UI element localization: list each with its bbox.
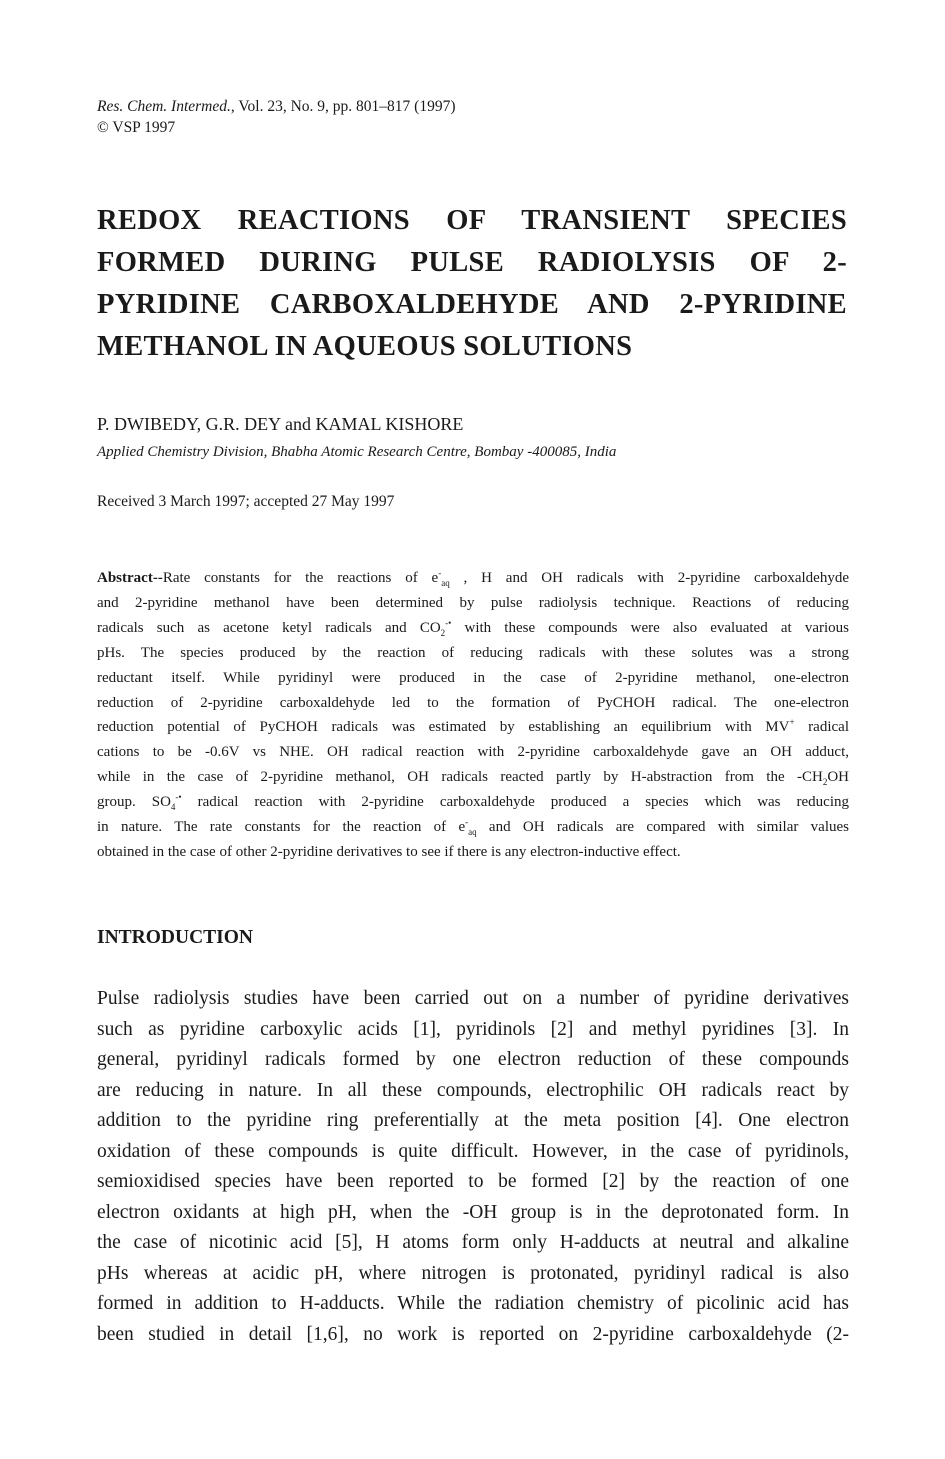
copyright-line: © VSP 1997 <box>97 119 176 136</box>
journal-volume-details: Vol. 23, No. 9, pp. 801–817 (1997) <box>234 98 456 115</box>
journal-name: Res. Chem. Intermed., <box>97 98 235 115</box>
title-line: FORMED DURING PULSE RADIOLYSIS OF 2- <box>97 247 847 278</box>
body-line: such as pyridine carboxylic acids [1], pyridinols [2] and methyl pyridines [3]. In <box>97 1018 849 1040</box>
body-line: Pulse radiolysis studies have been carried out on a number of pyridine derivatives <box>97 988 849 1009</box>
body-line: pHs whereas at acidic pH, where nitrogen is protonated, pyridinyl radical is also <box>97 1262 849 1284</box>
abstract <box>97 566 849 865</box>
journal-reference-line <box>97 96 857 117</box>
abstract-line: Abstract--Rate constants for the reactions of $e^-_{aq}$ , H and OH radicals with 2-pyridine carboxaldehyde <box>97 568 850 588</box>
abstract-heading: Abstract-- <box>97 570 163 586</box>
body-line: general, pyridinyl radicals formed by one electron reduction of these compounds <box>97 1049 849 1070</box>
body-line: semioxidised species have been reported to be formed [2] by the reaction of one <box>97 1171 849 1192</box>
journal-citation <box>97 96 857 138</box>
introduction-body <box>97 984 849 1350</box>
body-line: oxidation of these compounds is quite difficult. However, in the case of pyridinols, <box>97 1140 849 1162</box>
authors: P. DWIBEDY, G.R. DEY and KAMAL KISHORE <box>97 414 464 434</box>
abstract-line: pHs. The species produced by the reaction of reducing radicals with these solutes was a strong <box>97 644 849 661</box>
title-line: PYRIDINE CARBOXALDEHYDE AND 2-PYRIDINE <box>97 289 847 320</box>
body-line: are reducing in nature. In all these compounds, electrophilic OH radicals react by <box>97 1079 849 1101</box>
abstract-line: reductant itself. While pyridinyl were produced in the case of 2-pyridine methanol, one-electron <box>97 669 849 686</box>
abstract-line: group. $SO_4^{-•}$ radical reaction with 2-pyridine carboxaldehyde produced a species which was reducing <box>97 792 849 813</box>
title-line: METHANOL IN AQUEOUS SOLUTIONS <box>97 331 633 362</box>
body-line: formed in addition to H-adducts. While the radiation chemistry of picolinic acid has <box>97 1293 849 1314</box>
body-line: electron oxidants at high pH, when the -OH group is in the deprotonated form. In <box>97 1201 849 1223</box>
abstract-line: reduction potential of PyCHOH radicals was estimated by establishing an equilibrium with MV+ radical <box>97 717 849 736</box>
section-heading-introduction: INTRODUCTION <box>97 927 254 948</box>
abstract-line: reduction of 2-pyridine carboxaldehyde led to the formation of PyCHOH radical. The one-electron <box>97 694 849 711</box>
title-line: REDOX REACTIONS OF TRANSIENT SPECIES <box>97 205 847 236</box>
abstract-line: cations to be -0.6V vs NHE. OH radical reaction with 2-pyridine carboxaldehyde gave an OH adduct, <box>97 744 849 761</box>
abstract-line: while in the case of 2-pyridine methanol, OH radicals reacted partly by H-abstraction from the $-CH_2OH$ <box>97 769 849 788</box>
received-accepted-dates: Received 3 March 1997; accepted 27 May 1997 <box>97 493 395 510</box>
affiliation: Applied Chemistry Division, Bhabha Atomic Research Centre, Bombay -400085, India <box>97 444 617 460</box>
paper-title <box>97 200 847 368</box>
body-line: been studied in detail [1,6], no work is reported on 2-pyridine carboxaldehyde (2- <box>97 1323 849 1345</box>
body-line: the case of nicotinic acid [5], H atoms form only H-adducts at neutral and alkaline <box>97 1232 849 1253</box>
body-line: addition to the pyridine ring preferentially at the meta position [4]. One electron <box>97 1110 849 1131</box>
abstract-line: and 2-pyridine methanol have been determined by pulse radiolysis technique. Reactions of reducing <box>97 594 849 611</box>
abstract-line: radicals such as acetone ketyl radicals and $CO_2^{-•}$ with these compounds were also evaluated at various <box>97 617 849 638</box>
abstract-line: in nature. The rate constants for the reaction of $e^-_{aq}$ and OH radicals are compared with similar values <box>97 817 849 838</box>
abstract-line: obtained in the case of other 2-pyridine derivatives to see if there is any electron-inductive effect. <box>97 843 681 860</box>
